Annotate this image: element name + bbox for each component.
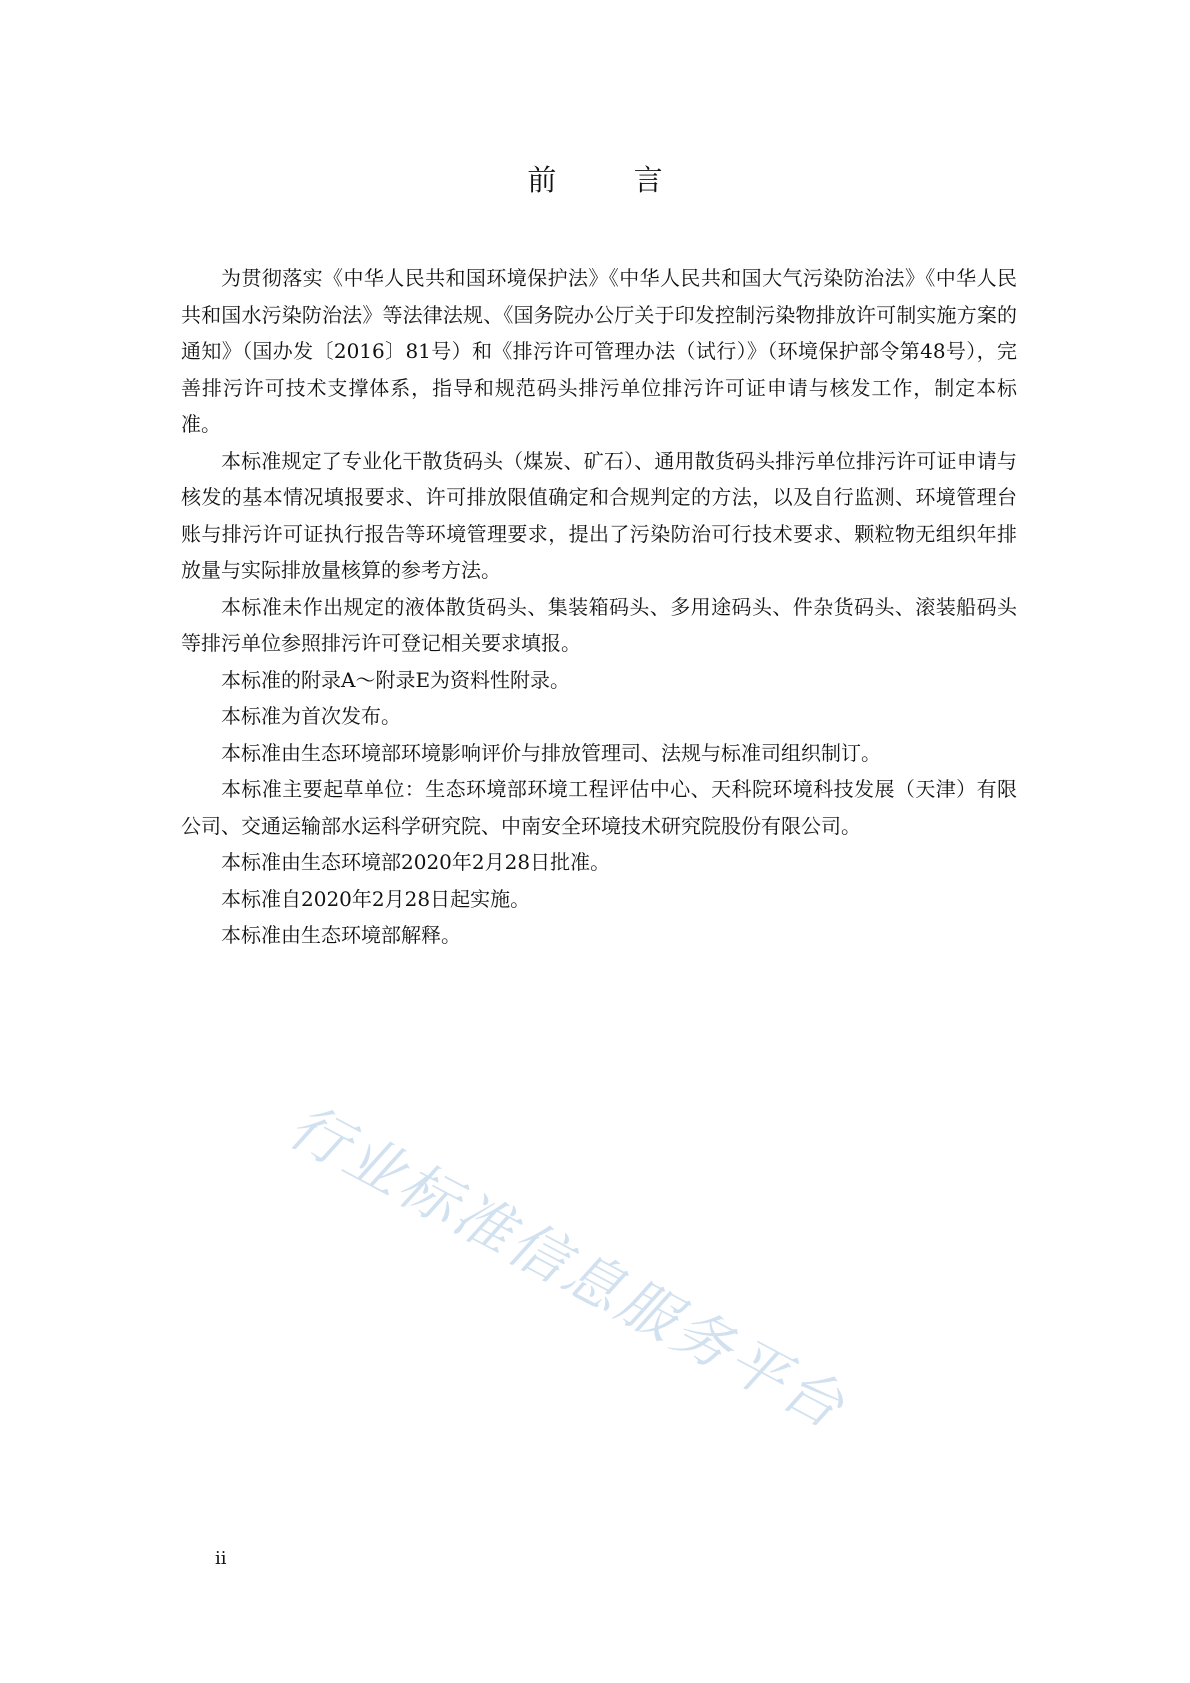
foreword-body	[181, 260, 1017, 954]
paragraph-exclusions: 本标准未作出规定的液体散货码头、集装箱码头、多用途码头、件杂货码头、滚装船码头等排污单位参照排污许可登记相关要求填报。	[181, 594, 1017, 655]
paragraph-drafters: 本标准主要起草单位：生态环境部环境工程评估中心、天科院环境科技发展（天津）有限公司、交通运输部水运科学研究院、中南安全环境技术研究院股份有限公司。	[181, 777, 1017, 838]
page-title: 前 言	[527, 163, 697, 197]
paragraph-approval-date: 本标准由生态环境部2020年2月28日批准。	[221, 850, 611, 874]
watermark: 行业标准信息服务平台	[277, 1091, 858, 1443]
paragraph-purpose: 为贯彻落实《中华人民共和国环境保护法》《中华人民共和国大气污染防治法》《中华人民共和国水污染防治法》等法律法规、《国务院办公厅关于印发控制污染物排放许可制实施方案的通知》（国办发〔2016〕81号）和《排污许可管理办法（试行）》（环境保护部令第48号），完善排污许可技术支撑体系，指导和规范码头排污单位排污许可证申请与核发工作，制定本标准。	[181, 266, 1017, 436]
paragraph-organizer: 本标准由生态环境部环境影响评价与排放管理司、法规与标准司组织制订。	[221, 740, 881, 765]
paragraph-appendices: 本标准的附录A～附录E为资料性附录。	[221, 667, 571, 692]
paragraph-interpretation: 本标准由生态环境部解释。	[221, 923, 461, 947]
paragraph-scope: 本标准规定了专业化干散货码头（煤炭、矿石）、通用散货码头排污单位排污许可证申请与核发的基本情况填报要求、许可排放限值确定和合规判定的方法，以及自行监测、环境管理台账与排污许可证执行报告等环境管理要求，提出了污染防治可行技术要求、颗粒物无组织年排放量与实际排放量核算的参考方法。	[181, 448, 1017, 582]
paragraph-effective-date: 本标准自2020年2月28日起实施。	[221, 886, 531, 911]
page-number: ii	[215, 1548, 227, 1569]
paragraph-first-release: 本标准为首次发布。	[221, 704, 401, 728]
